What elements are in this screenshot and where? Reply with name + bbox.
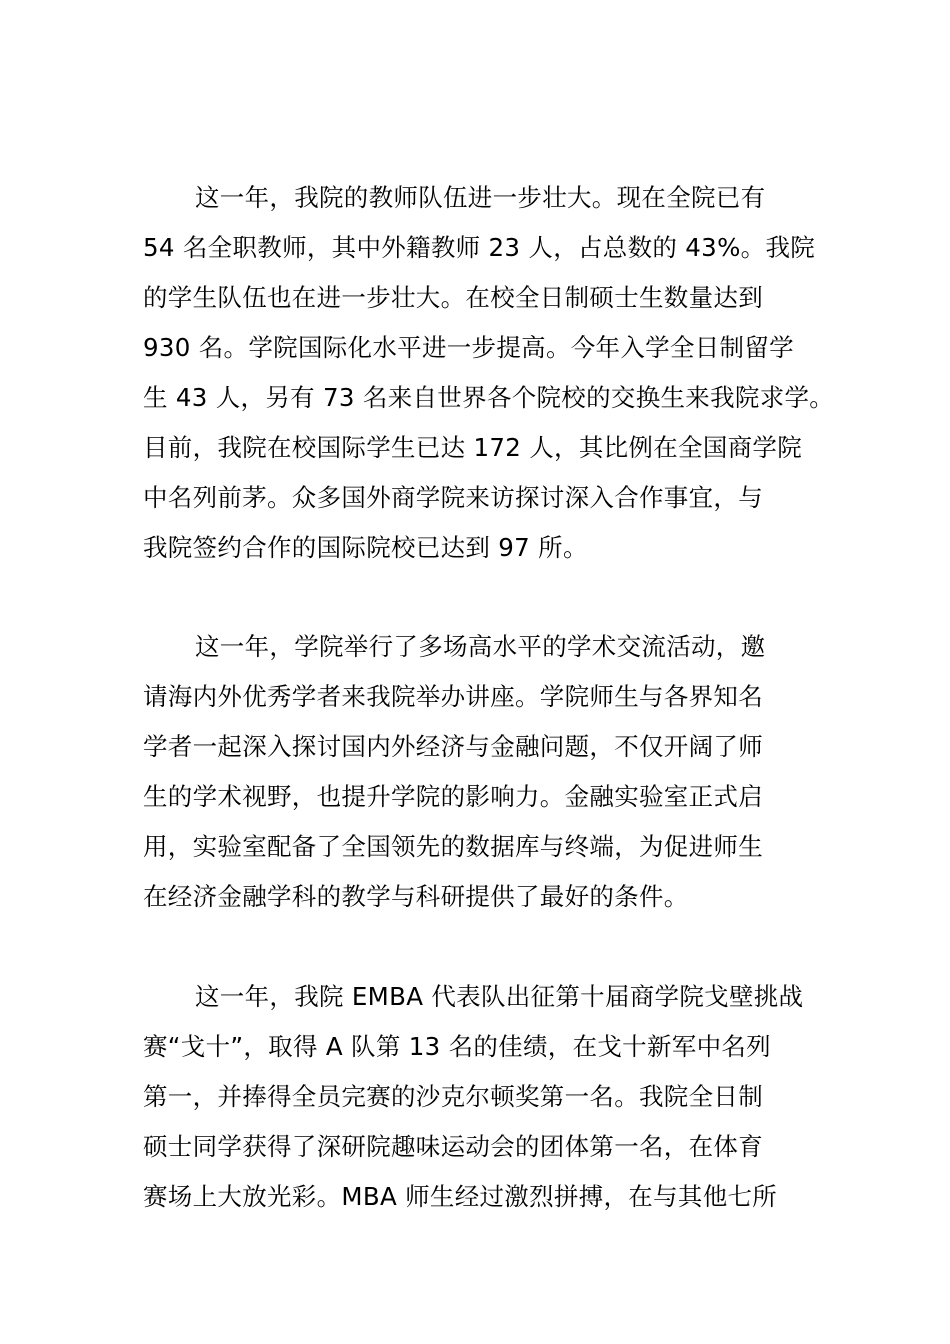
paragraph-sports-achievements (143, 972, 813, 1222)
paragraph-line: 54 名全职教师，其中外籍教师 23 人，占总数的 43%。我院 (143, 233, 816, 262)
paragraph-line: 赛场上大放光彩。MBA 师生经过激烈拼搏，在与其他七所 (143, 1182, 778, 1211)
paragraph-line: 在经济金融学科的教学与科研提供了最好的条件。 (143, 882, 689, 911)
paragraph-line: 赛“戈十”，取得 A 队第 13 名的佳绩，在戈十新军中名列 (143, 1032, 771, 1061)
paragraph-line: 生 43 人，另有 73 名来自世界各个院校的交换生来我院求学。 (143, 383, 835, 412)
paragraph-line: 这一年，学院举行了多场高水平的学术交流活动，邀 (195, 632, 766, 661)
paragraph-line: 用，实验室配备了全国领先的数据库与终端，为促进师生 (143, 832, 763, 861)
paragraph-line: 这一年，我院 EMBA 代表队出征第十届商学院戈壁挑战 (195, 982, 804, 1011)
paragraph-faculty-students (143, 173, 835, 573)
paragraph-line: 的学生队伍也在进一步壮大。在校全日制硕士生数量达到 (143, 283, 763, 312)
paragraph-line: 生的学术视野，也提升学院的影响力。金融实验室正式启 (143, 782, 763, 811)
paragraph-line: 请海内外优秀学者来我院举办讲座。学院师生与各界知名 (143, 682, 763, 711)
paragraph-line: 第一，并捧得全员完赛的沙克尔顿奖第一名。我院全日制 (143, 1082, 763, 1111)
paragraph-line: 这一年，我院的教师队伍进一步壮大。现在全院已有 (195, 183, 766, 212)
paragraph-line: 硕士同学获得了深研院趣味运动会的团体第一名，在体育 (143, 1132, 763, 1161)
paragraph-line: 中名列前茅。众多国外商学院来访探讨深入合作事宜，与 (143, 483, 763, 512)
paragraph-academic-exchange (143, 622, 813, 922)
paragraph-line: 目前，我院在校国际学生已达 172 人，其比例在全国商学院 (143, 433, 803, 462)
paragraph-line: 学者一起深入探讨国内外经济与金融问题，不仅开阔了师 (143, 732, 763, 761)
paragraph-line: 我院签约合作的国际院校已达到 97 所。 (143, 533, 588, 562)
paragraph-line: 930 名。学院国际化水平进一步提高。今年入学全日制留学 (143, 333, 794, 362)
